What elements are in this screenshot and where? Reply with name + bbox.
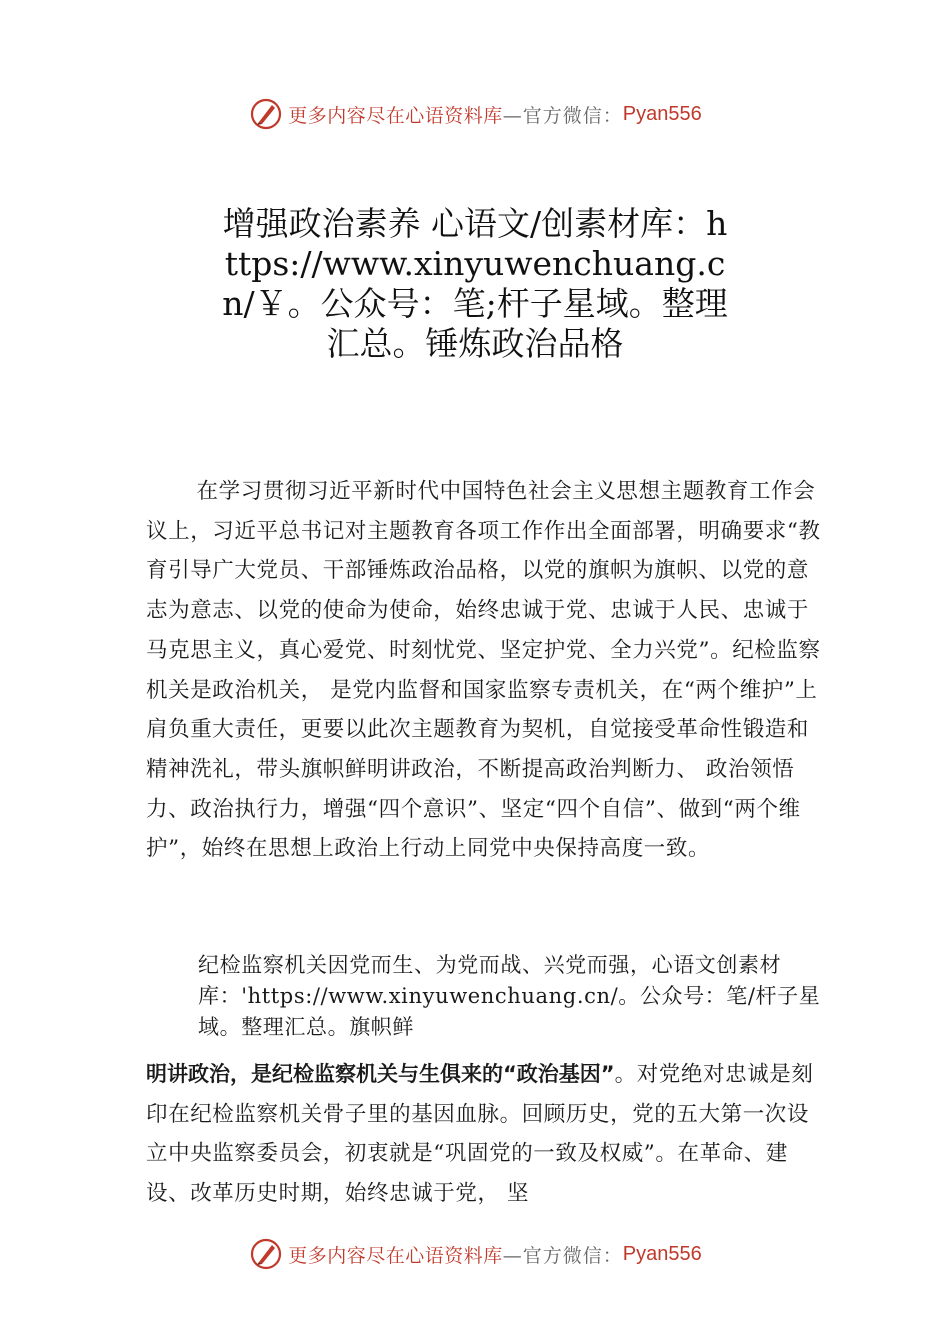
document-title: 增强政治素养 心语文/创素材库：https://www.xinyuwenchuang.cn/￥。公众号：笔;杆子星域。整理汇总。锤炼政治品格 [222, 204, 728, 363]
paragraph-3-bold-text: 明讲政治，是纪检监察机关与生俱来的“政治基因” [146, 1062, 615, 1086]
paragraph-3-rest-text: 。对党绝对忠诚是刻印在纪检监察机关骨子里的基因血脉。回顾历史，党的五大第一次设立中央监察委员会，初衷就是“巩固党的一致及权威”。在革命、建设、改革历史时期，始终忠诚于党， 坚 [146, 1062, 814, 1206]
paragraph-1 [146, 472, 824, 869]
banner-wechat-id: Pyan556 [622, 1242, 702, 1265]
banner-sub-text: —官方微信： [502, 104, 623, 127]
banner-sub-text: —官方微信： [502, 1244, 623, 1267]
paragraph-2 [198, 950, 836, 1043]
header-banner [0, 94, 950, 134]
footer-banner [0, 1234, 950, 1274]
paragraph-3 [146, 1055, 824, 1213]
banner-wechat-id: Pyan556 [622, 102, 702, 125]
pen-logo-icon [248, 96, 284, 132]
paragraph-1-text: 在学习贯彻习近平新时代中国特色社会主义思想主题教育工作会议上，习近平总书记对主题教育各项工作作出全面部署，明确要求“教育引导广大党员、干部锤炼政治品格，以党的旗帜为旗帜、以党的意志为意志、以党的使命为使命，始终忠诚于党、忠诚于人民、忠诚于马克思主义，真心爱党、时刻忧党、坚定护党、全力兴党”。纪检监察机关是政治机关， 是党内监督和国家监察专责机关，在“两个维护”上肩负重大责任，更要以此次主题教育为契机，自觉接受革命性锻造和精神洗礼，带头旗帜鲜明讲政治，不断提高政治判断力、 政治领悟力、政治执行力，增强“四个意识”、坚定“四个自信”、做到“两个维护”，始终在思想上政治上行动上同党中央保持高度一致。 [146, 479, 821, 862]
paragraph-3-text [146, 1055, 824, 1213]
paragraph-2-text: 纪检监察机关因党而生、为党而战、兴党而强，心语文创素材库：'https://www.xinyuwenchuang.cn/。公众号：笔/杆子星域。整理汇总。旗帜鲜 [198, 953, 821, 1039]
pen-logo-icon [248, 1236, 284, 1272]
banner-main-text: 更多内容尽在心语资料库 [288, 104, 503, 127]
banner-main-text: 更多内容尽在心语资料库 [288, 1244, 503, 1267]
